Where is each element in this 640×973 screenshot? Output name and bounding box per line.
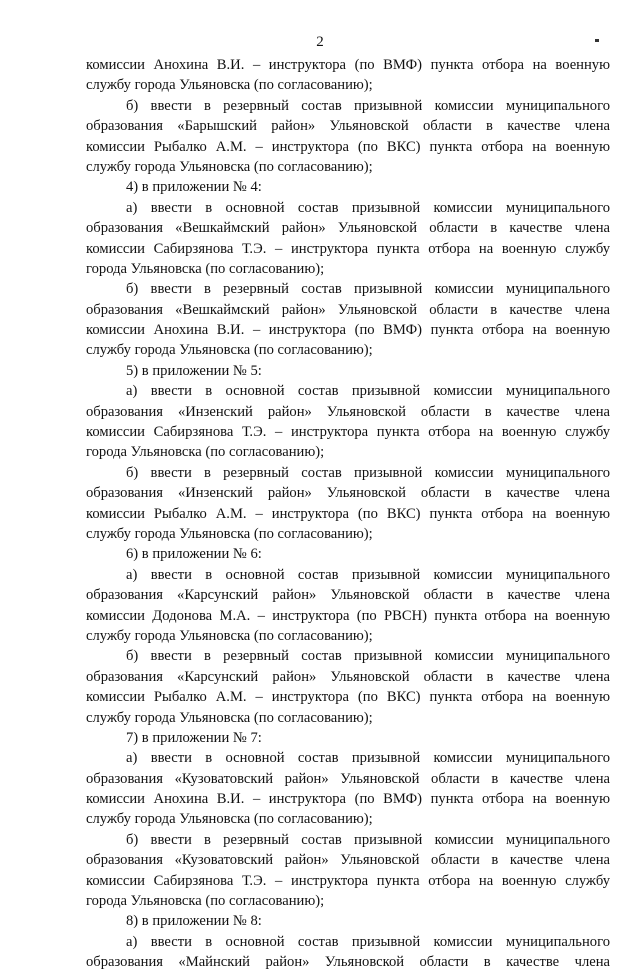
document-body <box>86 55 610 973</box>
text-line: комиссии Сабирзянова Т.Э. – инструктора пункта отбора на военную службу <box>86 240 610 257</box>
text-line: а) ввести в основной состав призывной комиссии муниципального <box>126 933 610 950</box>
text-line: образования «Карсунский район» Ульяновской области в качестве члена <box>86 668 610 685</box>
text-line: а) ввести в основной состав призывной комиссии муниципального <box>126 383 610 400</box>
text-line: службу города Ульяновска (по согласованию); <box>86 342 373 359</box>
text-line: комиссии Анохина В.И. – инструктора (по ВМФ) пункта отбора на военную <box>86 791 610 808</box>
text-line: образования «Карсунский район» Ульяновской области в качестве члена <box>86 587 610 604</box>
text-line: службу города Ульяновска (по согласованию); <box>86 525 373 542</box>
text-line: города Ульяновска (по согласованию); <box>86 893 325 910</box>
scan-mark <box>595 39 599 42</box>
text-line: образования «Инзенский район» Ульяновской области в качестве члена <box>86 485 610 502</box>
text-line: 7) в приложении № 7: <box>126 729 262 746</box>
text-line: б) ввести в резервный состав призывной комиссии муниципального <box>126 281 610 298</box>
text-line: комиссии Рыбалко А.М. – инструктора (по ВКС) пункта отбора на военную <box>86 689 610 706</box>
text-line: б) ввести в резервный состав призывной комиссии муниципального <box>126 648 610 665</box>
text-line: образования «Кузоватовский район» Ульяновской области в качестве члена <box>86 852 610 869</box>
text-line: комиссии Анохина В.И. – инструктора (по ВМФ) пункта отбора на военную <box>86 322 610 339</box>
text-line: образования «Барышский район» Ульяновской области в качестве члена <box>86 118 610 135</box>
text-line: комиссии Сабирзянова Т.Э. – инструктора пункта отбора на военную службу <box>86 872 610 889</box>
text-line: образования «Инзенский район» Ульяновской области в качестве члена <box>86 403 610 420</box>
text-line: образования «Вешкаймский район» Ульяновской области в качестве члена <box>86 301 610 318</box>
text-line: 8) в приложении № 8: <box>126 913 262 930</box>
text-line: комиссии Сабирзянова Т.Э. – инструктора пункта отбора на военную службу <box>86 424 610 441</box>
text-line: службу города Ульяновска (по согласованию); <box>86 811 373 828</box>
text-line: службу города Ульяновска (по согласованию); <box>86 709 373 726</box>
text-line: комиссии Рыбалко А.М. – инструктора (по ВКС) пункта отбора на военную <box>86 138 610 155</box>
text-line: комиссии Додонова М.А. – инструктора (по РВСН) пункта отбора на военную <box>86 607 610 624</box>
text-line: службу города Ульяновска (по согласованию); <box>86 77 373 94</box>
text-line: службу города Ульяновска (по согласованию); <box>86 627 373 644</box>
text-line: комиссии Рыбалко А.М. – инструктора (по ВКС) пункта отбора на военную <box>86 505 610 522</box>
text-line: города Ульяновска (по согласованию); <box>86 260 325 277</box>
text-line: образования «Майнский район» Ульяновской области в качестве члена <box>86 954 610 971</box>
text-line: а) ввести в основной состав призывной комиссии муниципального <box>126 199 610 216</box>
text-line: службу города Ульяновска (по согласованию); <box>86 158 373 175</box>
text-line: образования «Кузоватовский район» Ульяновской области в качестве члена <box>86 770 610 787</box>
text-line: комиссии Анохина В.И. – инструктора (по ВМФ) пункта отбора на военную <box>86 57 610 73</box>
text-line: б) ввести в резервный состав призывной комиссии муниципального <box>126 97 610 114</box>
text-line: образования «Вешкаймский район» Ульяновской области в качестве члена <box>86 220 610 237</box>
text-line: б) ввести в резервный состав призывной комиссии муниципального <box>126 831 610 848</box>
text-line: а) ввести в основной состав призывной комиссии муниципального <box>126 750 610 767</box>
text-line: а) ввести в основной состав призывной комиссии муниципального <box>126 566 610 583</box>
text-line: б) ввести в резервный состав призывной комиссии муниципального <box>126 464 610 481</box>
text-line: 4) в приложении № 4: <box>126 179 262 196</box>
page-number: 2 <box>316 34 324 50</box>
text-line: 6) в приложении № 6: <box>126 546 262 563</box>
text-line: города Ульяновска (по согласованию); <box>86 444 325 461</box>
text-line: 5) в приложении № 5: <box>126 362 262 379</box>
